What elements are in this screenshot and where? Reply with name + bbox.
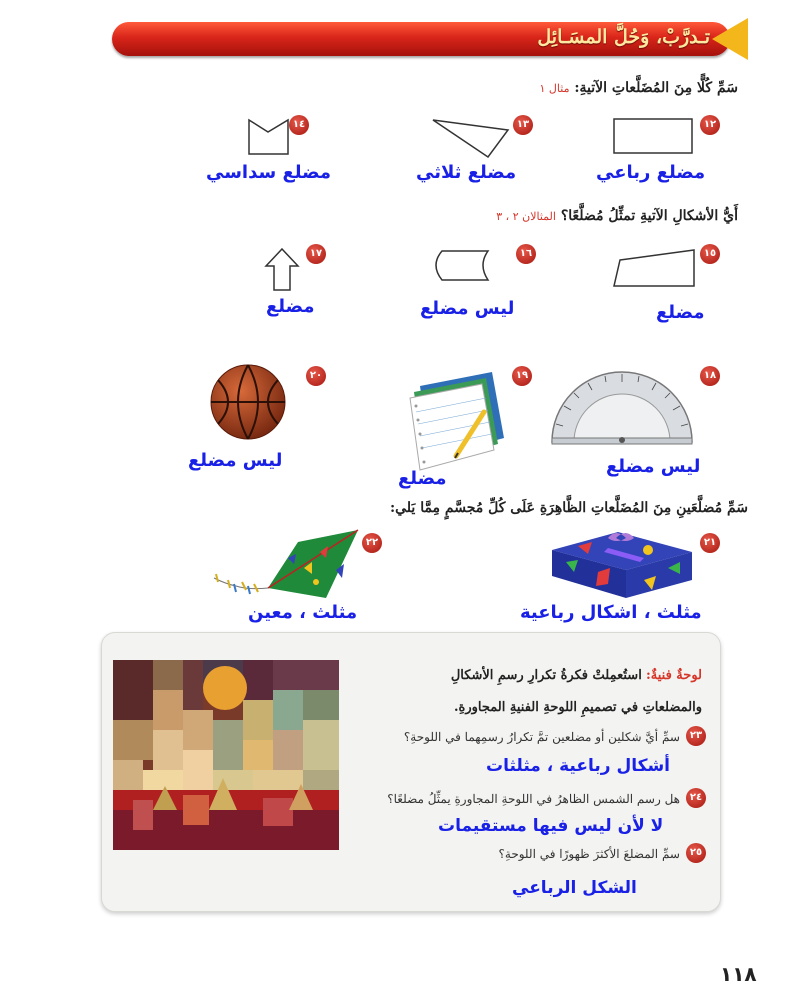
problem-number: ٢١ (700, 533, 720, 553)
answer-12: مضلع رباعي (596, 162, 706, 183)
problem-number: ١٨ (700, 366, 720, 386)
instruction-2-text: أَيُّ الأشكالِ الآتيةِ تمثِّلُ مُضلَّعًا؟ (560, 208, 738, 224)
answer-16: ليس مضلع (420, 298, 515, 319)
example-ref-2: المثالان ٢ ، ٣ (496, 210, 556, 223)
instruction-1-text: سَمِّ كُلًّا مِنَ المُضَلَّعاتِ الآتيةِ: (574, 80, 738, 96)
page-number: ١١٨ (720, 962, 757, 986)
problem-number: ١٦ (516, 244, 536, 264)
problem-number: ٢٤ (686, 788, 706, 808)
instruction-1 (138, 80, 738, 96)
art-intro-text1: استُعمِلتْ فكرةُ تكرارِ رسمِ الأشكالِ (450, 668, 642, 683)
problem-number: ٢٣ (686, 726, 706, 746)
basketball-image (208, 362, 288, 442)
answer-15: مضلع (656, 302, 705, 323)
instruction-2 (138, 208, 738, 224)
question-23: سمِّ أيَّ شكلين أو مضلعين تمَّ تكرارُ رسمِهما في اللوحةِ؟ (403, 730, 680, 744)
curved-figure (428, 248, 498, 284)
art-intro-line1 (342, 668, 702, 683)
problem-number: ١٣ (513, 115, 533, 135)
question-24: هل رسم الشمس الظاهرُ في اللوحةِ المجاورةِ يمثِّلُ مضلعًا؟ (387, 792, 680, 806)
art-intro-line2: والمضلعاتِ في تصميمِ اللوحةِ الفنيةِ المجاورةِ. (454, 700, 702, 715)
answer-14: مضلع سداسي (206, 162, 331, 183)
triangle-figure (430, 116, 512, 160)
banner-title: تـدرَّبْ، وَحُلَّ المسَـائِل (537, 26, 710, 48)
answer-20: ليس مضلع (188, 450, 283, 471)
painting-image (113, 660, 339, 850)
problem-number: ٢٥ (686, 843, 706, 863)
notebook-image (400, 368, 510, 472)
answer-24: لا لأن ليس فيها مستقيمات (438, 816, 664, 836)
gift-box-image (548, 528, 696, 600)
banner-arrow-icon (712, 18, 748, 60)
answer-17: مضلع (266, 296, 315, 317)
instruction-3: سَمِّ مُضلَّعَينِ مِنَ المُضَلَّعاتِ الظَّاهِرَةِ عَلَى كُلِّ مُجسَّمٍ مِمَّا يَلي: (389, 500, 748, 516)
answer-21: مثلث ، اشكال رباعية (520, 602, 702, 623)
arrow-figure (262, 246, 302, 294)
trapezoid-figure (610, 246, 698, 290)
answer-13: مضلع ثلاثي (416, 162, 517, 183)
answer-18: ليس مضلع (606, 456, 701, 477)
problem-number: ١٢ (700, 115, 720, 135)
problem-number: ٢٢ (362, 533, 382, 553)
problem-number: ١٧ (306, 244, 326, 264)
problem-number: ١٤ (289, 115, 309, 135)
example-ref-1: مثال ١ (539, 82, 570, 95)
rectangle-figure (612, 117, 696, 157)
kite-image (208, 528, 360, 600)
answer-25: الشكل الرباعي (512, 878, 637, 898)
problem-number: ١٥ (700, 244, 720, 264)
art-label: لوحةٌ فنيةٌ: (645, 668, 702, 683)
question-25: سمِّ المضلعَ الأكثرَ ظهورًا في اللوحةِ؟ (498, 847, 680, 861)
answer-22: مثلث ، معين (248, 602, 358, 623)
problem-number: ٢٠ (306, 366, 326, 386)
answer-23: أشكال رباعية ، مثلثات (486, 756, 671, 776)
answer-19: مضلع (398, 468, 447, 489)
protractor-image (548, 368, 696, 446)
hexagon-figure (246, 116, 292, 158)
problem-number: ١٩ (512, 366, 532, 386)
